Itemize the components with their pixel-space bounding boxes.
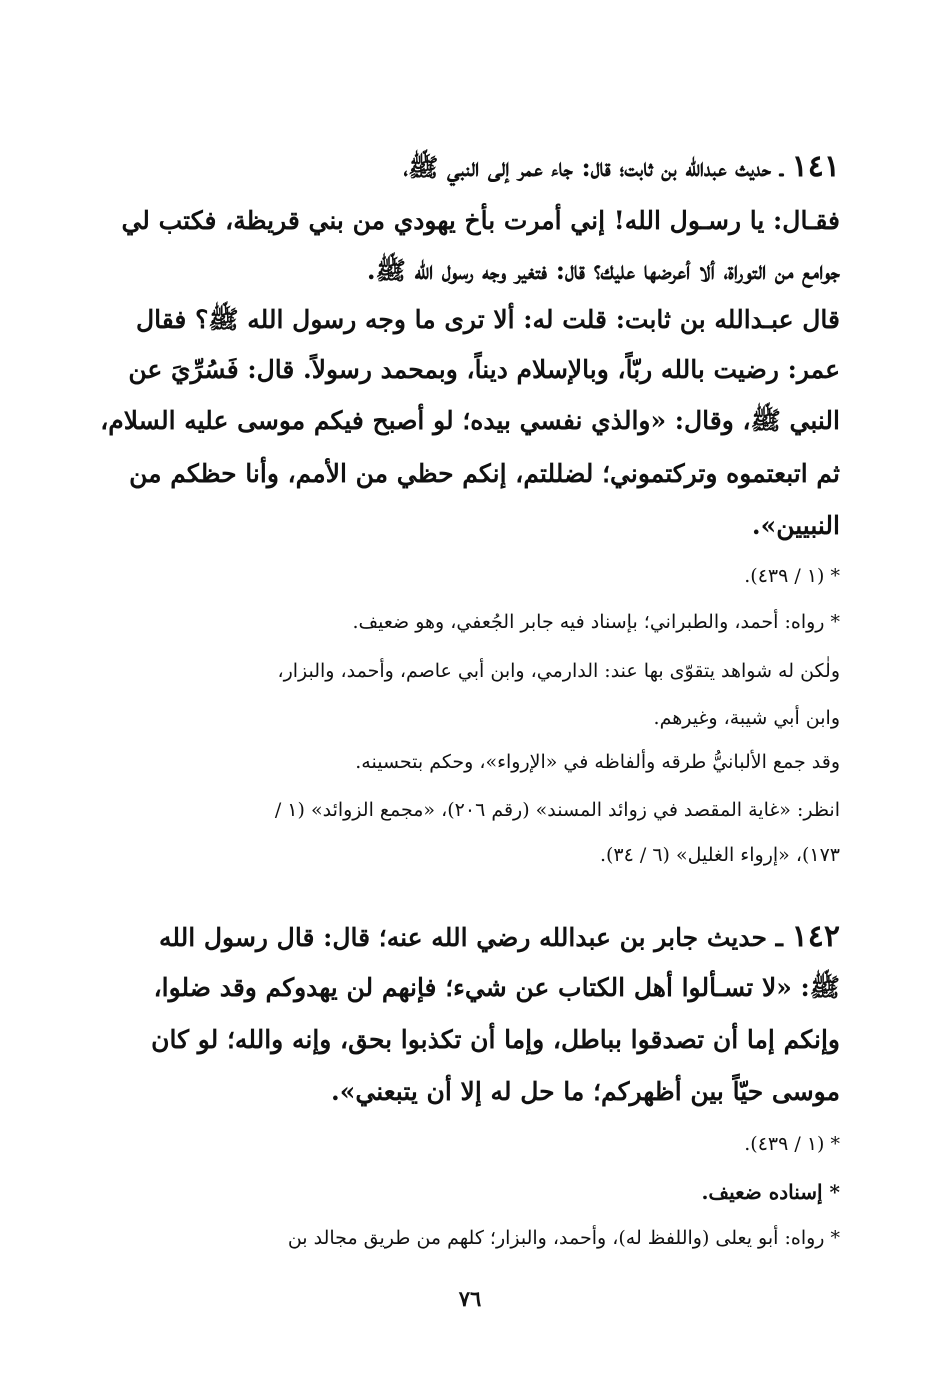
footnote-line: ولٰكن له شواهد يتقوّى بها عند: الدارمي، وابن أبي عاصم، وأحمد، والبزار،	[277, 660, 840, 682]
hadith-141-line-1: ١٤١ ـ حديث عبدالله بن ثابت؛ قال: جاء عمر إلى النبي ﷺ،	[403, 149, 840, 184]
footnote-reference: * (١ / ٤٣٩).	[744, 1133, 840, 1155]
footnote-line: ١٧٣)، «إرواء الغليل» (٦ / ٣٤).	[599, 844, 840, 866]
footnote-line: * رواه: أبو يعلى (واللفظ له)، وأحمد، والبزار؛ كلهم من طريق مجالد بن	[287, 1227, 840, 1249]
hadith-141-line-6: النبي ﷺ، وقال: «والذي نفسي بيده؛ لو أصبح فيكم موسى عليه السلام،	[100, 406, 840, 435]
hadith-141-line-3: جوامع من التوراة، ألا أعرضها عليك؟ قال: فتغير وجه رسول الله ﷺ.	[366, 256, 840, 285]
hadith-number: ١٤٢	[791, 919, 840, 954]
footnote-line: انظر: «غاية المقصد في زوائد المسند» (رقم ٢٠٦)، «مجمع الزوائد» (١ /	[274, 799, 840, 821]
hadith-141-line-5: عمر: رضيت بالله ربّاً، وبالإسلام ديناً، وبمحمد رسولاً. قال: فَسُرِّيَ عن	[128, 355, 840, 384]
hadith-number: ١٤١	[791, 149, 840, 184]
hadith-142-line-1: ١٤٢ ـ حديث جابر بن عبدالله رضي الله عنه؛ قال: قال رسول الله	[158, 919, 840, 954]
hadith-142-line-2: ﷺ: «لا تسـألوا أهل الكتاب عن شيء؛ فإنهم لن يهدوكم وقد ضلوا،	[153, 973, 840, 1002]
footnote-reference: * (١ / ٤٣٩).	[744, 565, 840, 587]
hadith-142-line-4: موسى حيّاً بين أظهركم؛ ما حل له إلا أن يتبعني».	[331, 1077, 840, 1106]
hadith-141-line-2: فقـال: يا رسـول الله! إني أمرت بأخ يهودي من بني قريظة، فكتب لي	[121, 206, 840, 235]
hadith-142-line-3: وإنكم إما أن تصدقوا بباطل، وإما أن تكذبوا بحق، وإنه والله؛ لو كان	[151, 1025, 840, 1054]
hadith-141-line-4: قال عبـدالله بن ثابت: قلت له: ألا ترى ما وجه رسول الله ﷺ؟ فقال	[135, 305, 840, 334]
footnote-line: وقد جمع الألبانيُّ طرقه وألفاظه في «الإرواء»، وحكم بتحسينه.	[355, 751, 840, 773]
footnote-line: وابن أبي شيبة، وغيرهم.	[653, 707, 840, 729]
page-number: ٧٦	[458, 1286, 482, 1311]
hadith-141-line-8: النبيين».	[751, 511, 840, 540]
isnad-grade: * إسناده ضعيف.	[701, 1180, 840, 1204]
hadith-141-line-7: ثم اتبعتموه وتركتموني؛ لضللتم، إنكم حظي من الأمم، وأنا حظكم من	[129, 459, 840, 488]
footnote-line: * رواه: أحمد، والطبراني؛ بإسناد فيه جابر الجُعفي، وهو ضعيف.	[352, 611, 840, 633]
